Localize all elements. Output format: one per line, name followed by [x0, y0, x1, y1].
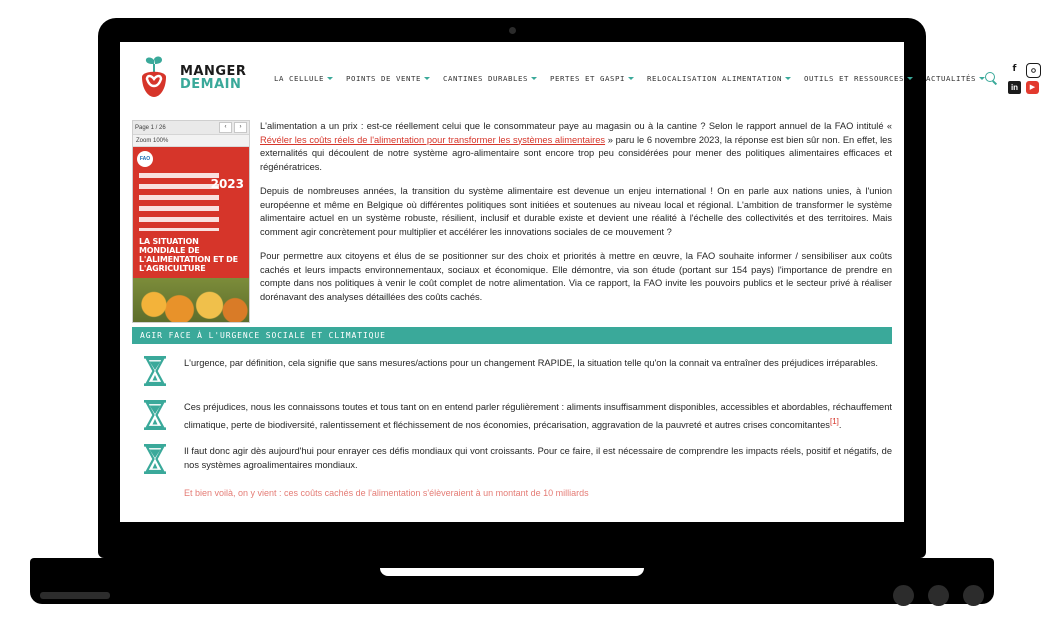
- hourglass-icon: [138, 354, 172, 388]
- laptop-base: [30, 558, 994, 604]
- base-strip: [40, 592, 110, 599]
- point-text-after: .: [838, 419, 842, 430]
- footnote-ref[interactable]: [1]: [829, 416, 839, 426]
- fao-report-link[interactable]: Révéler les coûts réels de l'alimentation pour transformer les systèmes alimentaires: [260, 134, 606, 145]
- nav-item-relocalisation-alimentation[interactable]: [647, 74, 791, 83]
- facebook-icon[interactable]: f: [1012, 64, 1017, 74]
- pdf-next-button[interactable]: ›: [234, 122, 247, 133]
- list-item: [132, 354, 892, 388]
- section-title-banner: AGIR FACE À L'URGENCE SOCIALE ET CLIMATIQUE: [132, 327, 892, 344]
- paragraph-1-before: L'alimentation a un prix : est-ce réellement celui que le consommateur paye au magasin ou à la cantine ? Selon le rapport annuel de la FAO intitulé «: [260, 121, 892, 131]
- instagram-icon[interactable]: [1026, 63, 1041, 78]
- hourglass-icon: [138, 398, 172, 432]
- pdf-zoom-label[interactable]: Zoom 100%: [133, 135, 249, 147]
- article-intro: [132, 120, 892, 323]
- chevron-down-icon: [327, 77, 333, 80]
- list-item: [132, 398, 892, 432]
- nav-label: PERTES ET GASPI: [550, 73, 625, 83]
- site-header: [120, 42, 1036, 114]
- cover-photo: [133, 278, 249, 322]
- chevron-down-icon: [531, 77, 537, 80]
- chevron-down-icon: [424, 77, 430, 80]
- logo-wordmark: [180, 65, 246, 91]
- base-dots: [893, 585, 984, 606]
- pdf-toolbar: [133, 121, 249, 135]
- linkedin-icon[interactable]: in: [1008, 81, 1021, 94]
- nav-label: LA CELLULE: [274, 73, 324, 83]
- pdf-viewer[interactable]: [132, 120, 250, 323]
- nav-label: OUTILS ET RESSOURCES: [804, 73, 904, 83]
- nav-item-points-de-vente[interactable]: [346, 74, 430, 83]
- nav-label: RELOCALISATION ALIMENTATION: [647, 73, 782, 83]
- cover-year: 2023: [210, 177, 244, 191]
- chevron-down-icon: [628, 77, 634, 80]
- chevron-down-icon: [785, 77, 791, 80]
- hourglass-icon: [138, 442, 172, 476]
- nav-item-outils-et-ressources[interactable]: [804, 74, 913, 83]
- base-dot: [893, 585, 914, 606]
- point-text: Il faut donc agir dès aujourd'hui pour enrayer ces défis mondiaux qui vont croissants. Pour ce faire, il est nécessaire de comprendre les impacts réels, positif et négatifs, de nos systèmes agroalimentaires mondiaux.: [184, 446, 892, 470]
- main-navigation: [256, 74, 985, 83]
- logo-line-2: DEMAIN: [180, 77, 242, 92]
- nav-item-pertes-et-gaspi[interactable]: [550, 74, 634, 83]
- nav-label: CANTINES DURABLES: [443, 73, 528, 83]
- list-item: [132, 442, 892, 476]
- pdf-page-buttons: [219, 122, 247, 133]
- nav-label: POINTS DE VENTE: [346, 73, 421, 83]
- point-text: [184, 398, 892, 432]
- webcam-icon: [509, 27, 516, 34]
- paragraph-1: [260, 120, 892, 174]
- radish-logo-icon: [134, 55, 174, 101]
- article-body: [260, 120, 892, 315]
- browser-screen: [120, 42, 1036, 522]
- search-icon[interactable]: [985, 72, 998, 85]
- pdf-prev-button[interactable]: ‹: [219, 122, 232, 133]
- page-content: [120, 114, 904, 522]
- paragraph-3: Pour permettre aux citoyens et élus de se positionner sur des choix et priorités à mettre en œuvre, la FAO souhaite informer / sensibiliser aux coûts cachés et leurs impacts environnementaux, sociaux et économique. Elle démontre, via son étude (portant sur 154 pays) l'importance de prendre en compte dans nos politiques à venir le coût complet de notre alimentation. Via ce rapport, la FAO invite les pouvoirs publics et le secteur privé à réaliser dorénavant des analyses détaillées des coûts cachés.: [260, 251, 892, 302]
- fao-logo-icon: FAO: [137, 151, 153, 167]
- site-logo[interactable]: [134, 55, 256, 101]
- cover-title: LA SITUATION MONDIALE DE L'ALIMENTATION ET DE L'AGRICULTURE: [139, 237, 238, 273]
- nav-item-actualites[interactable]: [926, 74, 985, 83]
- base-dot: [963, 585, 984, 606]
- cover-stripes: [139, 173, 219, 231]
- nav-item-la-cellule[interactable]: [274, 74, 333, 83]
- pdf-page-preview[interactable]: [133, 147, 249, 322]
- partial-text-line: Et bien voilà, on y vient : ces coûts cachés de l'alimentation s'élèveraient à un montant de 10 milliards: [184, 488, 589, 499]
- header-actions: [985, 63, 1046, 94]
- logo-line-1: MANGER: [180, 64, 247, 79]
- chevron-down-icon: [907, 77, 913, 80]
- laptop-lid: [98, 18, 1036, 558]
- paragraph-1-after: » paru le 6 novembre 2023, la réponse est bien sûr non. En effet, les externalités qui découlent de notre système agro-alimentaire sont encore trop peu considérées pour mener des politiques alimentaires efficaces et régénératrices.: [260, 134, 892, 172]
- youtube-icon[interactable]: ▶: [1026, 81, 1039, 94]
- nav-label: ACTUALITÉS: [926, 73, 976, 83]
- paragraph-2: Depuis de nombreuses années, la transition du système alimentaire est devenue un enjeu international ! On en parle aux nations unies, à l'union européenne et même en Belgique où différentes politiques sont initiées et soutenues au niveau local et régional. L'ambition de transformer le système alimentaire actuel en un système robuste, résilient, inclusif et durable existe et devient une réalité à l'échelle des collectivités et des territoires. Mais comment agir concrètement pour multiplier et accélérer les innovations sociales de ce mouvement ?: [260, 186, 892, 237]
- nav-item-cantines-durables[interactable]: [443, 74, 537, 83]
- laptop-notch: [380, 568, 644, 576]
- social-links: [1008, 63, 1040, 94]
- base-dot: [928, 585, 949, 606]
- point-text-main: Ces préjudices, nous les connaissons toutes et tous tant on en entend parler régulièrement : aliments insuffisamment disponibles, accessibles et abordables, réchauffement climatique, perte de biodiversité, ralentissement et fléchissement de nos économies, précarisation, aggravation de la pauvreté et autres crises concomitantes: [184, 402, 892, 430]
- pdf-page-indicator: Page 1 / 26: [135, 124, 166, 131]
- point-text: L'urgence, par définition, cela signifie que sans mesures/actions pour un changement RAPIDE, la situation telle qu'on la connait va entraîner des préjudices irréparables.: [184, 358, 878, 368]
